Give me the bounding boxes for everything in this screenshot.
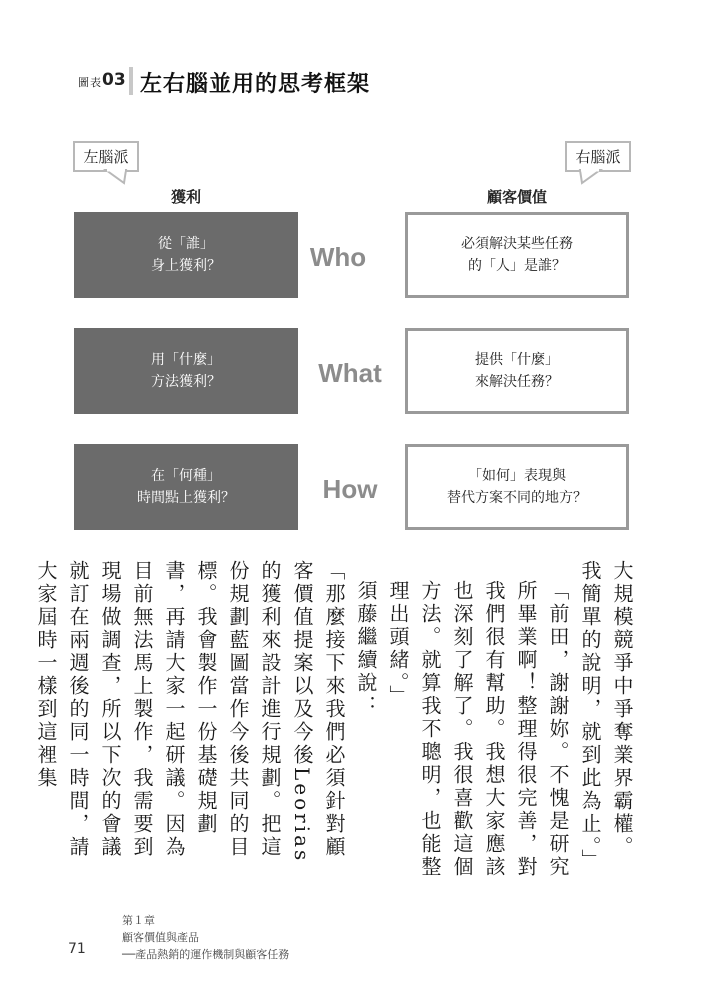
how-profit-line2: 時間點上獲利？ [137,490,235,506]
left-brain-bubble [73,141,139,172]
title-divider [129,67,133,95]
what-profit-box [74,328,298,414]
right-brain-label: 右腦派 [575,148,621,166]
right-brain-bubble [565,141,631,172]
who-value-box [405,212,629,298]
left-brain-label: 左腦派 [83,148,129,166]
what-value-line2: 來解決任務？ [475,374,559,390]
right-bubble-tail [576,169,602,185]
chapter-subtitle: ──產品熱銷的運作機制與顧客任務 [122,948,290,961]
who-profit-line1: 從「誰」 [158,236,214,252]
body-text [34,560,638,880]
body-paragraph: 「那麼接下來我們必須針對顧客價值提案以及今後Leorias的獲利來設計進行規劃。把這份規劃藍圖當作今後共同的目標。我會製作一份基礎規劃書，再請大家一起研議。因為目前無法馬上製作，我需要到現場做調查，所以下次的會議就訂在兩週後的同一時間，請大家屆時一樣到這裡集 [34,560,346,864]
who-value-line1: 必須解決某些任務 [461,236,573,252]
who-value-line2: 的「人」是誰？ [468,258,566,274]
chapter-title: 顧客價值與產品 [122,931,199,944]
customer-value-header: 顧客價值 [486,188,547,206]
what-profit-line2: 方法獲利？ [151,374,221,390]
body-paragraph: 「前田，謝謝妳。不愧是研究所畢業啊！整理得很完善，對我們很有幫助。我想大家應該也深刻了解了。我很喜歡這個方法。就算我不聰明，也能整理出頭緒。」 [386,580,570,879]
body-paragraph: 須藤繼續說： [354,580,378,718]
what-value-box [405,328,629,414]
figure-label: 圖表 [78,76,102,89]
left-bubble-tail [104,169,130,185]
how-value-line2: 替代方案不同的地方？ [447,490,587,506]
chapter-number: 第１章 [122,914,155,927]
what-label: What [318,358,382,388]
page-number: 71 [68,941,86,957]
figure-number: 03 [102,70,126,90]
how-label: How [322,474,378,504]
how-profit-box [74,444,298,530]
who-profit-box [74,212,298,298]
what-value-line1: 提供「什麼」 [475,352,559,368]
who-label: Who [309,242,367,272]
figure-title: 左右腦並用的思考框架 [140,72,371,97]
how-value-box [405,444,629,530]
how-profit-line1: 在「何種」 [151,468,221,484]
profit-header: 獲利 [170,188,201,206]
body-paragraph: 大規模競爭中爭奪業界霸權。我簡單的說明，就到此為止。」 [578,560,634,872]
what-profit-line1: 用「什麼」 [151,352,221,368]
who-profit-line2: 身上獲利？ [151,258,221,274]
how-value-line1: 「如何」表現與 [468,468,566,484]
